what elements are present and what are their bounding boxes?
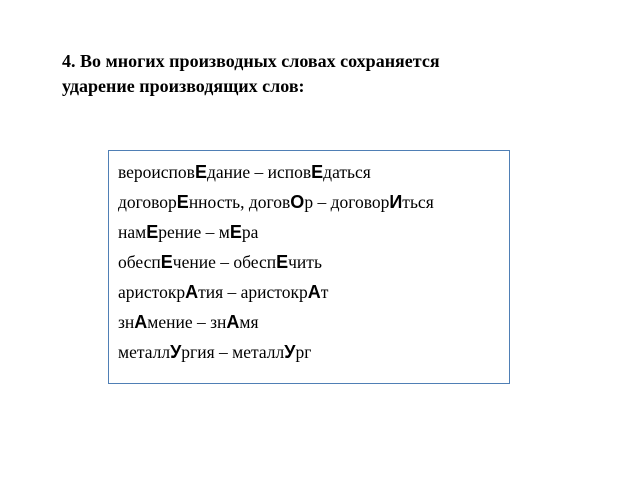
word-line-5: [118, 277, 509, 307]
word-text: тия – аристокр: [198, 282, 308, 302]
stressed-vowel: А: [307, 282, 321, 302]
slide-heading-line-2: ударение производящих слов:: [62, 76, 305, 96]
word-text: дание – испов: [206, 162, 312, 182]
stressed-vowel: Е: [194, 162, 207, 182]
stressed-vowel: А: [226, 312, 240, 332]
word-text: нам: [118, 222, 147, 242]
stressed-vowel: Е: [160, 252, 173, 272]
word-text: чить: [288, 252, 322, 272]
word-text: рг: [295, 342, 312, 362]
word-line-6: [118, 307, 509, 337]
stressed-vowel: У: [284, 342, 296, 362]
word-line-3: [118, 217, 509, 247]
word-line-4: [118, 247, 509, 277]
slide-heading: [62, 49, 582, 99]
word-text: вероиспов: [118, 162, 195, 182]
stressed-vowel: У: [170, 342, 182, 362]
stressed-vowel: О: [290, 192, 305, 212]
word-line-7: [118, 337, 509, 367]
word-text: рение – м: [158, 222, 230, 242]
slide-heading-line-1: 4. Во многих производных словах сохраняется: [62, 51, 440, 71]
word-text: аристокр: [118, 282, 186, 302]
word-text: мя: [239, 312, 259, 332]
stressed-vowel: А: [185, 282, 199, 302]
word-text: даться: [323, 162, 371, 182]
stressed-vowel: Е: [146, 222, 159, 242]
stressed-vowel: И: [389, 192, 403, 212]
word-text: р – договор: [304, 192, 390, 212]
stressed-vowel: Е: [176, 192, 189, 212]
word-text: т: [320, 282, 329, 302]
word-text: обесп: [118, 252, 161, 272]
word-text: металл: [118, 342, 171, 362]
stressed-vowel: Е: [276, 252, 289, 272]
word-text: зн: [118, 312, 135, 332]
word-text: ться: [402, 192, 434, 212]
word-text: мение – зн: [147, 312, 227, 332]
word-line-1: [118, 157, 509, 187]
word-text: нность, догов: [188, 192, 291, 212]
stressed-vowel: Е: [311, 162, 324, 182]
word-text: чение – обесп: [172, 252, 277, 272]
word-text: ргия – металл: [181, 342, 285, 362]
stressed-vowel: А: [134, 312, 148, 332]
stressed-vowel: Е: [229, 222, 242, 242]
word-examples-box: [108, 150, 510, 384]
word-text: ра: [241, 222, 259, 242]
word-text: договор: [118, 192, 177, 212]
word-line-2: [118, 187, 509, 217]
